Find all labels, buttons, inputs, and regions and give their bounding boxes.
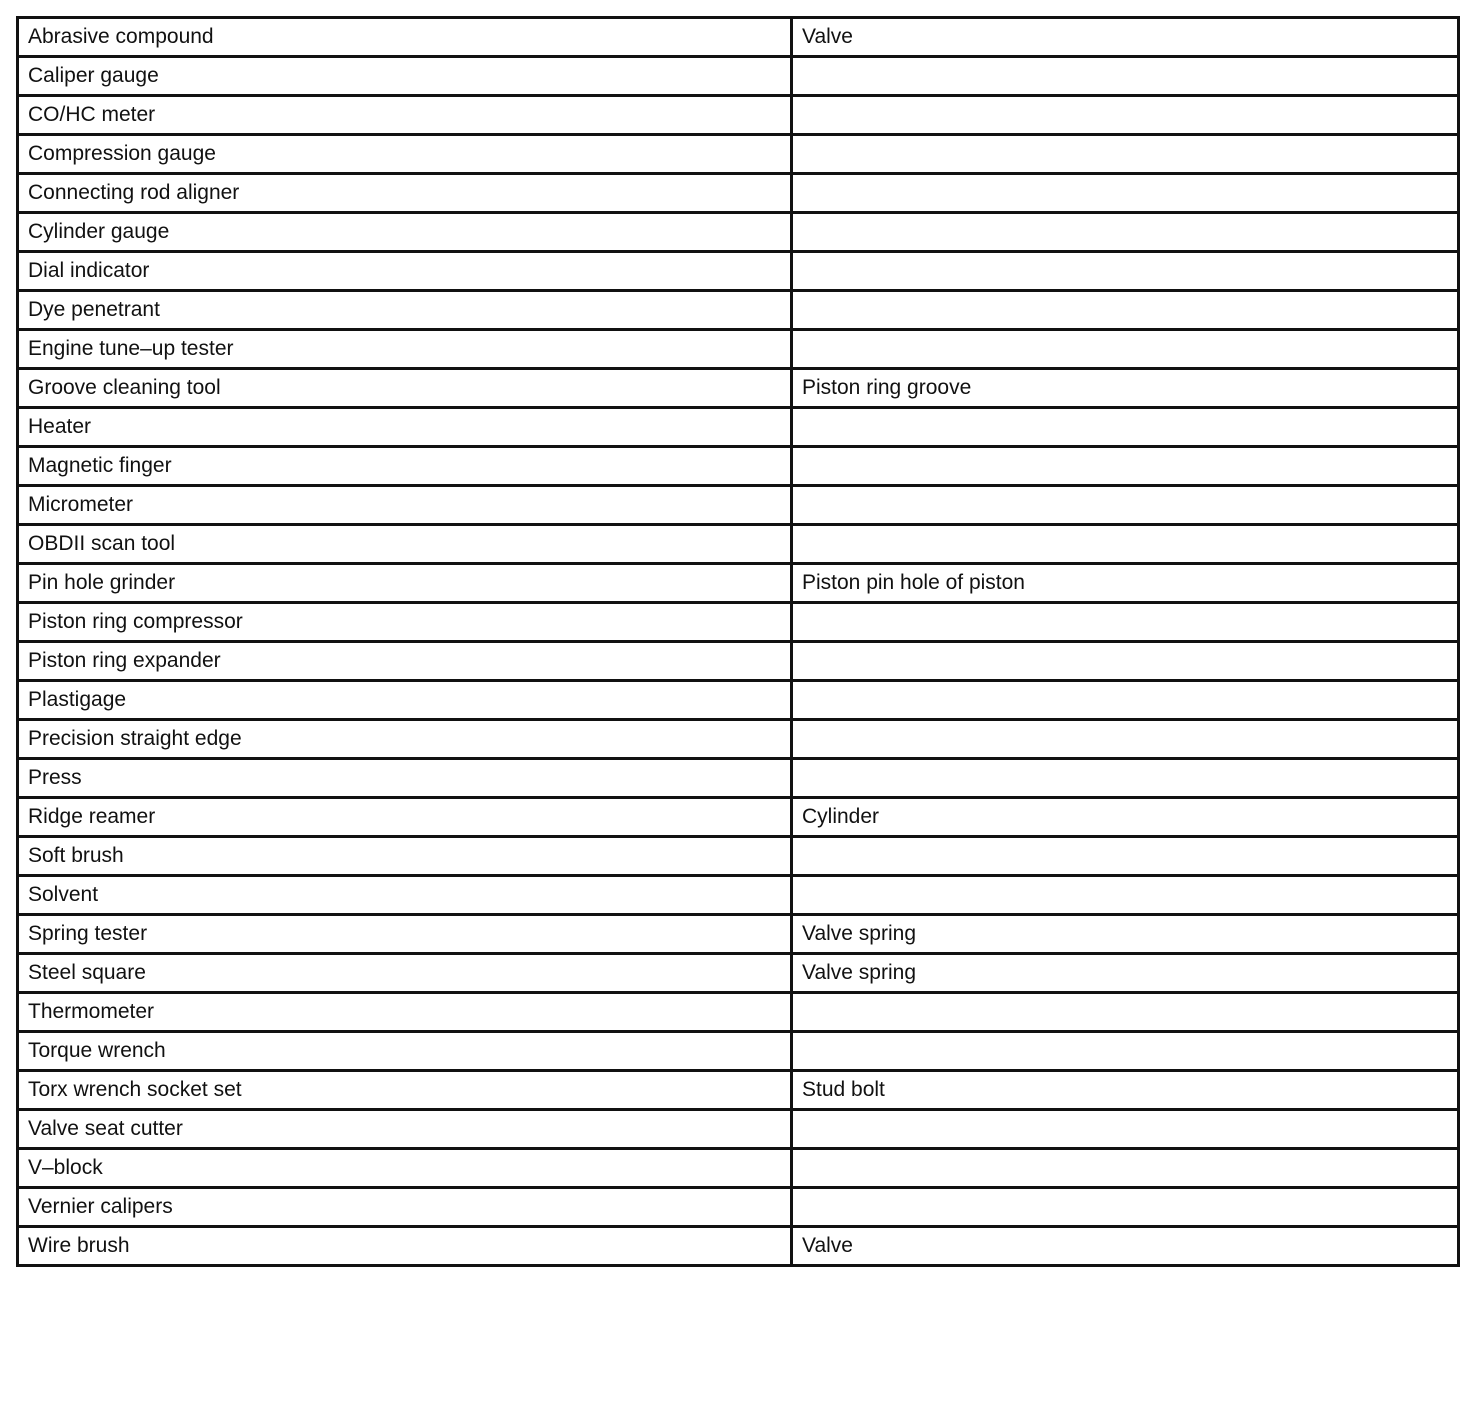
tool-name-cell: Torx wrench socket set bbox=[18, 1071, 792, 1110]
tool-name-cell: Piston ring compressor bbox=[18, 603, 792, 642]
tool-name-cell: Steel square bbox=[18, 954, 792, 993]
tool-name-cell: Pin hole grinder bbox=[18, 564, 792, 603]
table-row bbox=[18, 486, 1459, 525]
part-cell bbox=[792, 1110, 1459, 1149]
tool-name-cell: Press bbox=[18, 759, 792, 798]
tool-name-cell: Dial indicator bbox=[18, 252, 792, 291]
part-cell bbox=[792, 213, 1459, 252]
part-cell bbox=[792, 1149, 1459, 1188]
table-row bbox=[18, 174, 1459, 213]
tool-name-cell: Compression gauge bbox=[18, 135, 792, 174]
tool-name-cell: Caliper gauge bbox=[18, 57, 792, 96]
tool-name-cell: Heater bbox=[18, 408, 792, 447]
table-row bbox=[18, 291, 1459, 330]
table-row bbox=[18, 681, 1459, 720]
table-row bbox=[18, 135, 1459, 174]
part-cell bbox=[792, 408, 1459, 447]
part-cell bbox=[792, 993, 1459, 1032]
table-row bbox=[18, 213, 1459, 252]
table-row bbox=[18, 447, 1459, 486]
part-cell bbox=[792, 57, 1459, 96]
part-cell bbox=[792, 720, 1459, 759]
part-cell: Piston ring groove bbox=[792, 369, 1459, 408]
tool-name-cell: Precision straight edge bbox=[18, 720, 792, 759]
part-cell: Valve bbox=[792, 18, 1459, 57]
part-cell bbox=[792, 135, 1459, 174]
tool-name-cell: CO/HC meter bbox=[18, 96, 792, 135]
tool-name-cell: OBDII scan tool bbox=[18, 525, 792, 564]
part-cell bbox=[792, 1188, 1459, 1227]
tool-name-cell: Cylinder gauge bbox=[18, 213, 792, 252]
table-row bbox=[18, 603, 1459, 642]
table-row bbox=[18, 564, 1459, 603]
part-cell bbox=[792, 525, 1459, 564]
tool-name-cell: Micrometer bbox=[18, 486, 792, 525]
tool-name-cell: Solvent bbox=[18, 876, 792, 915]
tool-name-cell: Piston ring expander bbox=[18, 642, 792, 681]
table-row bbox=[18, 525, 1459, 564]
part-cell bbox=[792, 876, 1459, 915]
table-row bbox=[18, 18, 1459, 57]
part-cell bbox=[792, 1032, 1459, 1071]
part-cell bbox=[792, 96, 1459, 135]
part-cell bbox=[792, 330, 1459, 369]
tool-name-cell: V–block bbox=[18, 1149, 792, 1188]
table-row bbox=[18, 759, 1459, 798]
tool-name-cell: Abrasive compound bbox=[18, 18, 792, 57]
table-row bbox=[18, 369, 1459, 408]
part-cell bbox=[792, 174, 1459, 213]
table-row bbox=[18, 96, 1459, 135]
part-cell bbox=[792, 603, 1459, 642]
table-row bbox=[18, 1227, 1459, 1266]
part-cell: Valve spring bbox=[792, 954, 1459, 993]
tool-name-cell: Magnetic finger bbox=[18, 447, 792, 486]
table-row bbox=[18, 252, 1459, 291]
table-row bbox=[18, 1110, 1459, 1149]
tool-name-cell: Ridge reamer bbox=[18, 798, 792, 837]
table-row bbox=[18, 876, 1459, 915]
part-cell bbox=[792, 681, 1459, 720]
table-row bbox=[18, 1188, 1459, 1227]
table-row bbox=[18, 720, 1459, 759]
part-cell: Stud bolt bbox=[792, 1071, 1459, 1110]
tool-table bbox=[16, 16, 1460, 1267]
table-row bbox=[18, 954, 1459, 993]
table-row bbox=[18, 798, 1459, 837]
table-row bbox=[18, 1032, 1459, 1071]
table-row bbox=[18, 993, 1459, 1032]
part-cell bbox=[792, 291, 1459, 330]
part-cell bbox=[792, 837, 1459, 876]
part-cell bbox=[792, 447, 1459, 486]
tool-table-body bbox=[18, 18, 1459, 1266]
table-row bbox=[18, 1149, 1459, 1188]
tool-name-cell: Dye penetrant bbox=[18, 291, 792, 330]
tool-name-cell: Groove cleaning tool bbox=[18, 369, 792, 408]
tool-name-cell: Vernier calipers bbox=[18, 1188, 792, 1227]
part-cell bbox=[792, 252, 1459, 291]
tool-name-cell: Spring tester bbox=[18, 915, 792, 954]
table-row bbox=[18, 915, 1459, 954]
table-row bbox=[18, 408, 1459, 447]
tool-name-cell: Thermometer bbox=[18, 993, 792, 1032]
table-row bbox=[18, 642, 1459, 681]
part-cell bbox=[792, 759, 1459, 798]
tool-name-cell: Valve seat cutter bbox=[18, 1110, 792, 1149]
table-row bbox=[18, 57, 1459, 96]
table-row bbox=[18, 1071, 1459, 1110]
part-cell: Valve spring bbox=[792, 915, 1459, 954]
tool-name-cell: Torque wrench bbox=[18, 1032, 792, 1071]
tool-name-cell: Connecting rod aligner bbox=[18, 174, 792, 213]
tool-name-cell: Wire brush bbox=[18, 1227, 792, 1266]
tool-name-cell: Plastigage bbox=[18, 681, 792, 720]
table-row bbox=[18, 837, 1459, 876]
part-cell: Cylinder bbox=[792, 798, 1459, 837]
part-cell bbox=[792, 642, 1459, 681]
part-cell bbox=[792, 486, 1459, 525]
tool-name-cell: Soft brush bbox=[18, 837, 792, 876]
table-row bbox=[18, 330, 1459, 369]
part-cell: Piston pin hole of piston bbox=[792, 564, 1459, 603]
tool-name-cell: Engine tune–up tester bbox=[18, 330, 792, 369]
part-cell: Valve bbox=[792, 1227, 1459, 1266]
